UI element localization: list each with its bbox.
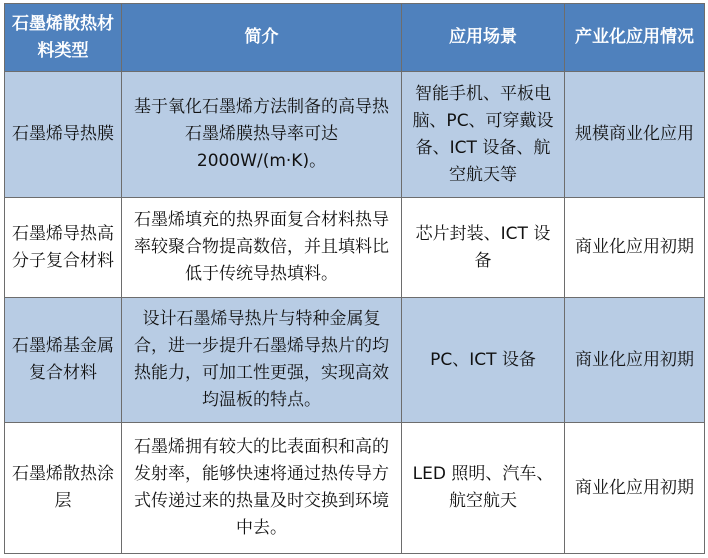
header-status: 产业化应用情况	[565, 4, 705, 72]
cell-intro: 石墨烯拥有较大的比表面积和高的发射率，能够快速将通过热传导方式传递过来的热量及时交换到环境中去。	[122, 423, 402, 554]
cell-scenario: 芯片封装、ICT 设备	[402, 198, 565, 298]
table-row	[5, 298, 705, 423]
cell-material-type: 石墨烯导热膜	[5, 72, 122, 198]
cell-material-type: 石墨烯导热高分子复合材料	[5, 198, 122, 298]
cell-status: 规模商业化应用	[565, 72, 705, 198]
cell-intro: 设计石墨烯导热片与特种金属复合，进一步提升石墨烯导热片的均热能力，可加工性更强，实现高效均温板的特点。	[122, 298, 402, 423]
header-material-type: 石墨烯散热材料类型	[5, 4, 122, 72]
header-scenario: 应用场景	[402, 4, 565, 72]
table-container	[4, 3, 704, 553]
cell-intro: 石墨烯填充的热界面复合材料热导率较聚合物提高数倍，并且填料比低于传统导热填料。	[122, 198, 402, 298]
table-row	[5, 423, 705, 554]
cell-status: 商业化应用初期	[565, 298, 705, 423]
cell-status: 商业化应用初期	[565, 423, 705, 554]
cell-scenario: LED 照明、汽车、航空航天	[402, 423, 565, 554]
cell-scenario: PC、ICT 设备	[402, 298, 565, 423]
cell-material-type: 石墨烯散热涂层	[5, 423, 122, 554]
cell-status: 商业化应用初期	[565, 198, 705, 298]
cell-material-type: 石墨烯基金属复合材料	[5, 298, 122, 423]
header-row	[5, 4, 705, 72]
cell-scenario: 智能手机、平板电脑、PC、可穿戴设备、ICT 设备、航空航天等	[402, 72, 565, 198]
header-intro: 简介	[122, 4, 402, 72]
table-row	[5, 72, 705, 198]
cell-intro: 基于氧化石墨烯方法制备的高导热石墨烯膜热导率可达2000W/(m·K)。	[122, 72, 402, 198]
graphene-materials-table	[4, 3, 705, 554]
table-row	[5, 198, 705, 298]
